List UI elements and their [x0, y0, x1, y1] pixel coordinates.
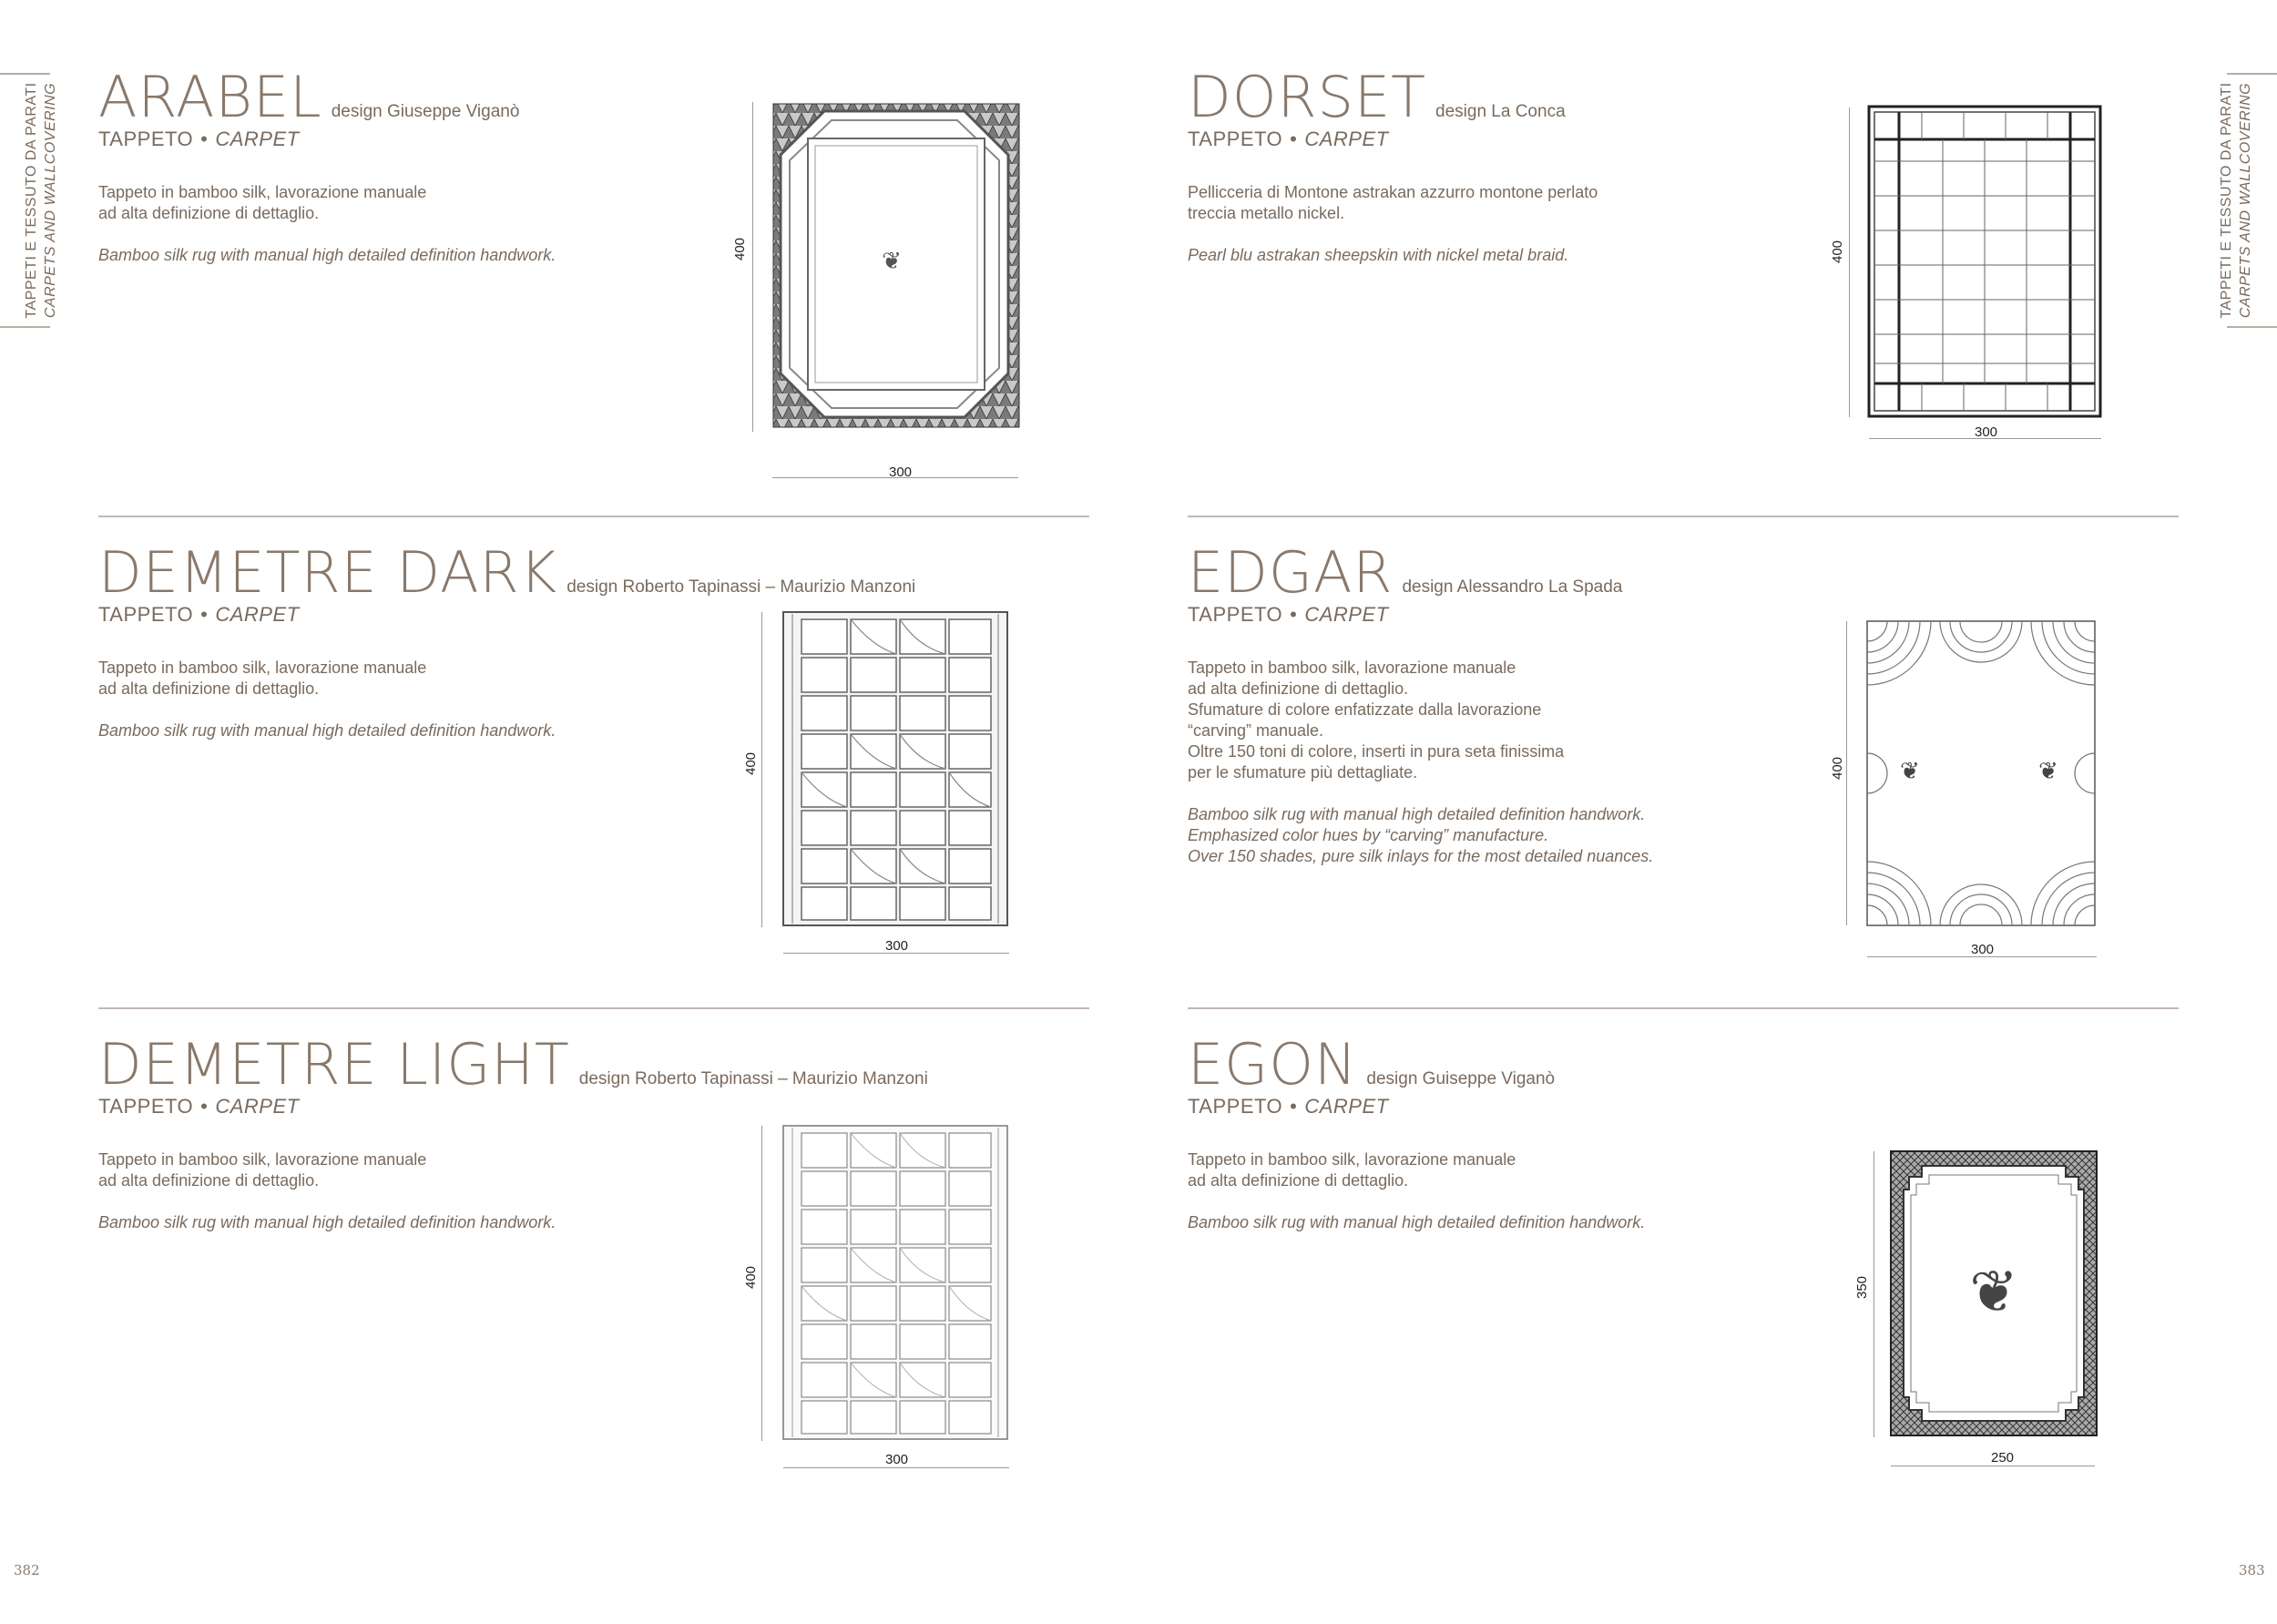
- svg-text:❦: ❦: [1900, 758, 1920, 785]
- page-number-left: 382: [14, 1562, 40, 1578]
- sidebar-right: [2209, 73, 2263, 328]
- height-dimension: 350: [1854, 1275, 1871, 1300]
- product-type: TAPPETO • CARPET: [98, 1095, 300, 1118]
- product-description: Tappeto in bamboo silk, lavorazione manuale ad alta definizione di dettaglio. Bamboo silk rug with manual high detailed definition handwork.: [1188, 1150, 1646, 1231]
- product-type: TAPPETO • CARPET: [1188, 603, 1389, 626]
- rug-drawing-demetre-light: [781, 1124, 1011, 1443]
- sidebar-line1: TAPPETI E TESSUTO DA PARATI: [24, 82, 39, 319]
- width-dimension: 300: [885, 938, 909, 954]
- product-type: TAPPETO • CARPET: [1188, 128, 1389, 150]
- product-description: Tappeto in bamboo silk, lavorazione manuale ad alta definizione di dettaglio. Sfumature di colore enfatizzate dalla lavorazione “carving” manuale. Oltre 150 toni di colore, inserti in pura seta finissima per le sfumature più dettagliate. Bamboo silk rug with manual high detailed definition handwork. Emphasized color hues by “carving” manufacture. Over 150 shades, pure silk inlays for the most detailed nuances.: [1188, 659, 1654, 865]
- height-dimension: 400: [743, 1265, 760, 1290]
- product-designer: design Alessandro La Spada: [1402, 577, 1623, 597]
- product-designer: design Guiseppe Viganò: [1366, 1069, 1556, 1088]
- product-designer: design Giuseppe Viganò: [331, 102, 520, 121]
- rug-drawing-arabel: [770, 100, 1025, 433]
- height-line: [1849, 107, 1850, 417]
- product-description: Tappeto in bamboo silk, lavorazione manuale ad alta definizione di dettaglio. Bamboo silk rug with manual high detailed definition handwork.: [98, 183, 556, 264]
- svg-text:❦: ❦: [1969, 1259, 2018, 1326]
- product-type: TAPPETO • CARPET: [98, 128, 300, 150]
- width-dimension: 300: [1975, 424, 1998, 440]
- product-name: ARABEL: [98, 64, 322, 130]
- height-line: [761, 1126, 762, 1441]
- product-type: TAPPETO • CARPET: [1188, 1095, 1389, 1118]
- product-type: TAPPETO • CARPET: [98, 603, 300, 626]
- width-line: [783, 1467, 1009, 1468]
- height-line: [1846, 621, 1847, 925]
- rug-drawing-dorset: [1867, 105, 2104, 419]
- width-dimension: 250: [1991, 1450, 2015, 1466]
- rug-drawing-demetre-dark: [781, 610, 1011, 929]
- width-dimension: 300: [889, 465, 913, 480]
- height-line: [752, 102, 753, 432]
- product-designer: design La Conca: [1435, 102, 1566, 121]
- product-name: DEMETRE DARK: [98, 539, 558, 606]
- width-dimension: 300: [1971, 942, 1995, 957]
- rug-drawing-egon: [1889, 1149, 2100, 1439]
- svg-text:❦: ❦: [882, 248, 902, 275]
- divider: [98, 1007, 1089, 1009]
- product-description: Tappeto in bamboo silk, lavorazione manuale ad alta definizione di dettaglio. Bamboo silk rug with manual high detailed definition handwork.: [98, 659, 556, 740]
- sidebar-line2: CARPETS AND WALLCOVERING: [2238, 82, 2253, 319]
- rug-drawing-edgar: [1865, 619, 2098, 927]
- divider: [1188, 1007, 2179, 1009]
- sidebar-line1: TAPPETI E TESSUTO DA PARATI: [2219, 82, 2234, 319]
- height-dimension: 400: [1830, 240, 1846, 264]
- product-name: EDGAR: [1188, 539, 1394, 606]
- height-dimension: 400: [743, 751, 760, 776]
- divider: [98, 516, 1089, 517]
- product-name: DORSET: [1188, 64, 1427, 130]
- height-dimension: 400: [732, 237, 749, 261]
- product-name: EGON: [1188, 1031, 1358, 1098]
- height-dimension: 400: [1830, 756, 1846, 781]
- product-designer: design Roberto Tapinassi – Maurizio Manzoni: [567, 577, 916, 597]
- svg-text:❦: ❦: [2038, 758, 2058, 785]
- product-description: Pellicceria di Montone astrakan azzurro montone perlato treccia metallo nickel. Pearl blu astrakan sheepskin with nickel metal braid.: [1188, 183, 1598, 264]
- height-line: [761, 612, 762, 927]
- sidebar-line2: CARPETS AND WALLCOVERING: [43, 82, 58, 319]
- width-dimension: 300: [885, 1452, 909, 1467]
- product-description: Tappeto in bamboo silk, lavorazione manuale ad alta definizione di dettaglio. Bamboo silk rug with manual high detailed definition handwork.: [98, 1150, 556, 1231]
- divider: [1188, 516, 2179, 517]
- product-designer: design Roberto Tapinassi – Maurizio Manzoni: [578, 1069, 928, 1088]
- page-number-right: 383: [2239, 1562, 2265, 1578]
- sidebar-left: [14, 73, 68, 328]
- product-name: DEMETRE LIGHT: [98, 1031, 570, 1098]
